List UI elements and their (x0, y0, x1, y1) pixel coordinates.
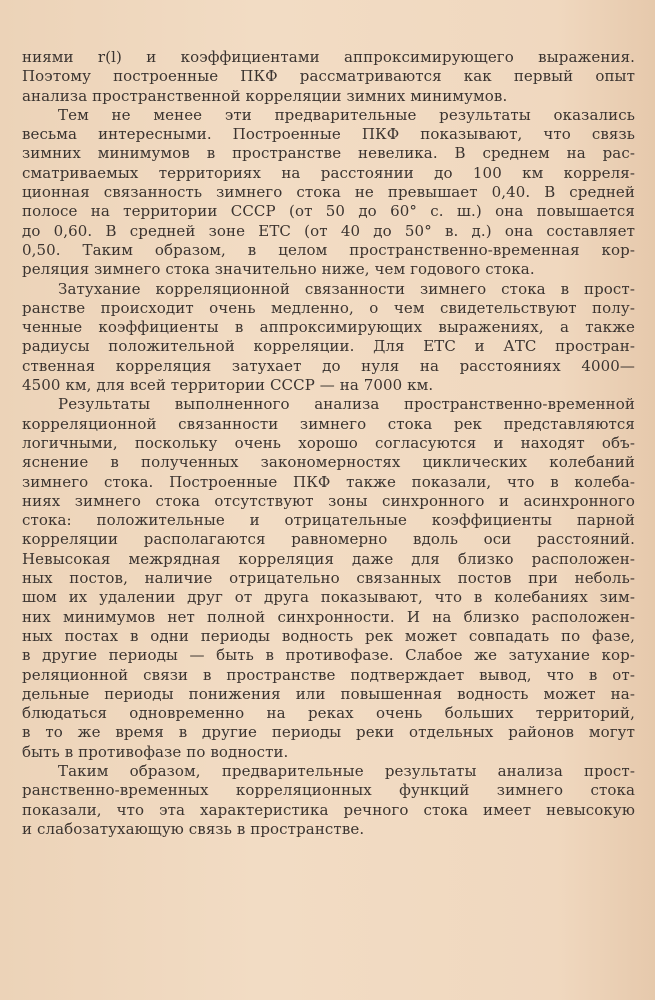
text-line: сматриваемых территориях на расстоянии до 100 км корреля- (22, 163, 635, 182)
text-line: них минимумов нет полной синхронности. И на близко расположен- (22, 607, 635, 626)
text-line: ных постов, наличие отрицательно связанных постов при неболь- (22, 569, 635, 588)
text-line: Тем не менее эти предварительные результаты оказались (58, 105, 635, 124)
text-line: ниях зимнего стока отсутствуют зоны синхронного и асинхронного (22, 491, 635, 510)
text-line: ных постах в одни периоды водность рек может совпадать по фазе, (22, 626, 635, 645)
text-line: корреляции располагаются равномерно вдоль оси расстояний. (22, 530, 635, 549)
text-line: шом их удалении друг от друга показывают, что в колебаниях зим- (22, 588, 635, 607)
text-line: Невысокая межрядная корреляция даже для близко расположен- (22, 549, 635, 568)
text-line: и слабозатухающую связь в пространстве. (22, 819, 365, 838)
paragraph (22, 48, 635, 106)
text-line: ниями r(l) и коэффициентами аппроксимирующего выражения. (22, 48, 635, 66)
paragraph (22, 762, 635, 839)
text-line: реляция зимнего стока значительно ниже, чем годового стока. (22, 260, 535, 279)
text-line: ченные коэффициенты в аппроксимирующих выражениях, а также (22, 318, 635, 337)
text-line: Затухание корреляционной связанности зимнего стока в прост- (58, 279, 635, 298)
text-line: стока: положительные и отрицательные коэффициенты парной (22, 511, 635, 530)
text-line: быть в противофазе по водности. (22, 742, 289, 761)
text-line: 4500 км, для всей территории СССР — на 7000 км. (22, 376, 434, 395)
text-line: ционная связанность зимнего стока не превышает 0,40. В средней (22, 183, 635, 202)
text-line: корреляционной связанности зимнего стока рек представляются (22, 414, 635, 433)
paragraph (22, 280, 635, 396)
text-line: анализа пространственной корреляции зимних минимумов. (22, 86, 508, 105)
text-line: ранственно-временных корреляционных функций зимнего стока (22, 781, 635, 800)
text-line: реляционной связи в пространстве подтверждает вывод, что в от- (22, 665, 635, 684)
text-line: яснение в полученных закономерностях циклических колебаний (22, 453, 635, 472)
text-line: 0,50. Таким образом, в целом пространственно-временная кор- (22, 240, 635, 259)
text-line: показали, что эта характеристика речного стока имеет невысокую (22, 800, 635, 819)
text-line: зимнего стока. Построенные ПКФ также показали, что в колеба- (22, 472, 635, 491)
text-line: в другие периоды — быть в противофазе. Слабое же затухание кор- (22, 646, 635, 665)
paragraph (22, 395, 635, 762)
text-line: ственная корреляция затухает до нуля на расстояниях 4000— (22, 356, 635, 375)
text-line: весьма интересными. Построенные ПКФ показывают, что связь (22, 125, 635, 144)
text-line: до 0,60. В средней зоне ЕТС (от 40 до 50° в. д.) она составляет (22, 221, 635, 240)
text-line: блюдаться одновременно на реках очень больших территорий, (22, 704, 635, 723)
document-page (22, 48, 635, 839)
text-line: Поэтому построенные ПКФ рассматриваются как первый опыт (22, 67, 635, 86)
text-line: дельные периоды понижения или повышенная водность может на- (22, 684, 635, 703)
text-line: Результаты выполненного анализа пространственно-временной (58, 395, 635, 414)
text-line: полосе на территории СССР (от 50 до 60° с. ш.) она повышается (22, 202, 635, 221)
text-line: в то же время в другие периоды реки отдельных районов могут (22, 723, 635, 742)
text-line: логичными, поскольку очень хорошо согласуются и находят объ- (22, 433, 635, 452)
paragraph (22, 106, 635, 280)
text-line: зимних минимумов в пространстве невелика. В среднем на рас- (22, 144, 635, 163)
text-line: радиусы положительной корреляции. Для ЕТС и АТС простран- (22, 337, 635, 356)
text-line: Таким образом, предварительные результаты анализа прост- (58, 761, 635, 780)
text-line: ранстве происходит очень медленно, о чем свидетельствуют полу- (22, 298, 635, 317)
